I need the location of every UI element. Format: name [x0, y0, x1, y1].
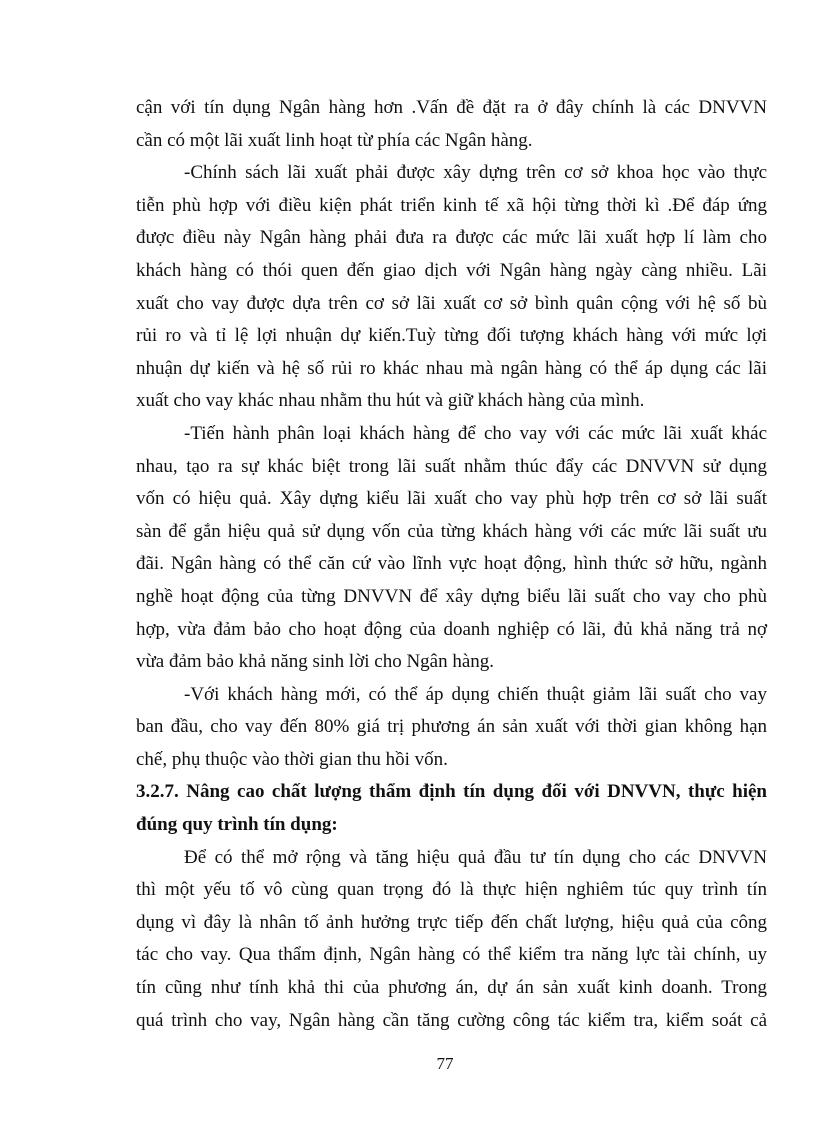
text-line: nhuận dự kiến và hệ số rủi ro khác nhau mà ngân hàng có thể áp dụng các lãi [136, 357, 767, 379]
text-line: xuất cho vay được dựa trên cơ sở lãi xuất cơ sở bình quân cộng với hệ số bù [136, 292, 767, 314]
text-line: ban đầu, cho vay đến 80% giá trị phương án sản xuất với thời gian không hạn [136, 716, 767, 738]
text-line: nhau, tạo ra sự khác biệt trong lãi suất nhằm thúc đẩy các DNVVN sử dụng [136, 455, 767, 477]
text-line: sàn để gắn hiệu quả sử dụng vốn của từng khách hàng với các mức lãi suất ưu [136, 520, 767, 542]
text-line: chế, phụ thuộc vào thời gian thu hồi vốn. [136, 748, 448, 770]
text-line: cận với tín dụng Ngân hàng hơn .Vấn đề đặt ra ở đây chính là các DNVVN [136, 97, 767, 118]
text-line: tác cho vay. Qua thẩm định, Ngân hàng có thể kiểm tra năng lực tài chính, uy [136, 944, 767, 966]
page-number: 77 [436, 1054, 454, 1073]
paragraph-customer-classification [136, 418, 767, 679]
text-line: quá trình cho vay, Ngân hàng cần tăng cường công tác kiểm tra, kiểm soát cả [136, 1009, 767, 1031]
paragraph-new-customers [136, 679, 767, 777]
paragraph-intro [136, 92, 767, 157]
document-body [136, 92, 767, 1037]
text-line: vốn có hiệu quả. Xây dựng kiểu lãi xuất cho vay phù hợp trên cơ sở lãi suất [136, 488, 767, 510]
paragraph-interest-policy [136, 157, 767, 418]
text-line: hợp, vừa đảm bảo cho hoạt động của doanh nghiệp có lãi, đủ khả năng trả nợ [136, 618, 767, 640]
section-heading [136, 776, 767, 841]
text-line: -Tiến hành phân loại khách hàng để cho vay với các mức lãi xuất khác [184, 422, 767, 444]
text-line: nghề hoạt động của từng DNVVN để xây dựng biểu lãi suất cho vay cho phù [136, 585, 767, 607]
text-line: xuất cho vay khác nhau nhằm thu hút và giữ khách hàng của mình. [136, 390, 645, 412]
text-line: dụng vì đây là nhân tố ảnh hưởng trực tiếp đến chất lượng, hiệu quả của công [136, 911, 767, 933]
heading-line: 3.2.7. Nâng cao chất lượng thẩm định tín dụng đối với DNVVN, thực hiện [136, 781, 767, 803]
text-line: được điều này Ngân hàng phải đưa ra được các mức lãi xuất hợp lí làm cho [136, 227, 767, 249]
text-line: Để có thể mở rộng và tăng hiệu quả đầu tư tín dụng cho các DNVVN [184, 846, 767, 868]
heading-line: đúng quy trình tín dụng: [136, 814, 338, 836]
text-line: -Với khách hàng mới, có thể áp dụng chiến thuật giảm lãi suất cho vay [184, 683, 767, 705]
text-line: đãi. Ngân hàng có thể căn cứ vào lĩnh vực hoạt động, hình thức sở hữu, ngành [136, 553, 767, 575]
text-line: rủi ro và tỉ lệ lợi nhuận dự kiến.Tuỳ từng đối tượng khách hàng với mức lợi [136, 325, 767, 347]
text-line: -Chính sách lãi xuất phải được xây dựng trên cơ sở khoa học vào thực [184, 162, 767, 184]
text-line: thì một yếu tố vô cùng quan trọng đó là thực hiện nghiêm túc quy trình tín [136, 879, 767, 901]
paragraph-credit-appraisal [136, 842, 767, 1038]
text-line: tiễn phù hợp với điều kiện phát triển kinh tế xã hội từng thời kì .Để đáp ứng [136, 194, 767, 216]
text-line: khách hàng có thói quen đến giao dịch với Ngân hàng ngày càng nhiều. Lãi [136, 259, 767, 281]
text-line: cần có một lãi xuất linh hoạt từ phía các Ngân hàng. [136, 129, 533, 151]
text-line: tín cũng như tính khả thi của phương án, dự án sản xuất kinh doanh. Trong [136, 977, 767, 999]
text-line: vừa đảm bảo khả năng sinh lời cho Ngân hàng. [136, 651, 495, 673]
